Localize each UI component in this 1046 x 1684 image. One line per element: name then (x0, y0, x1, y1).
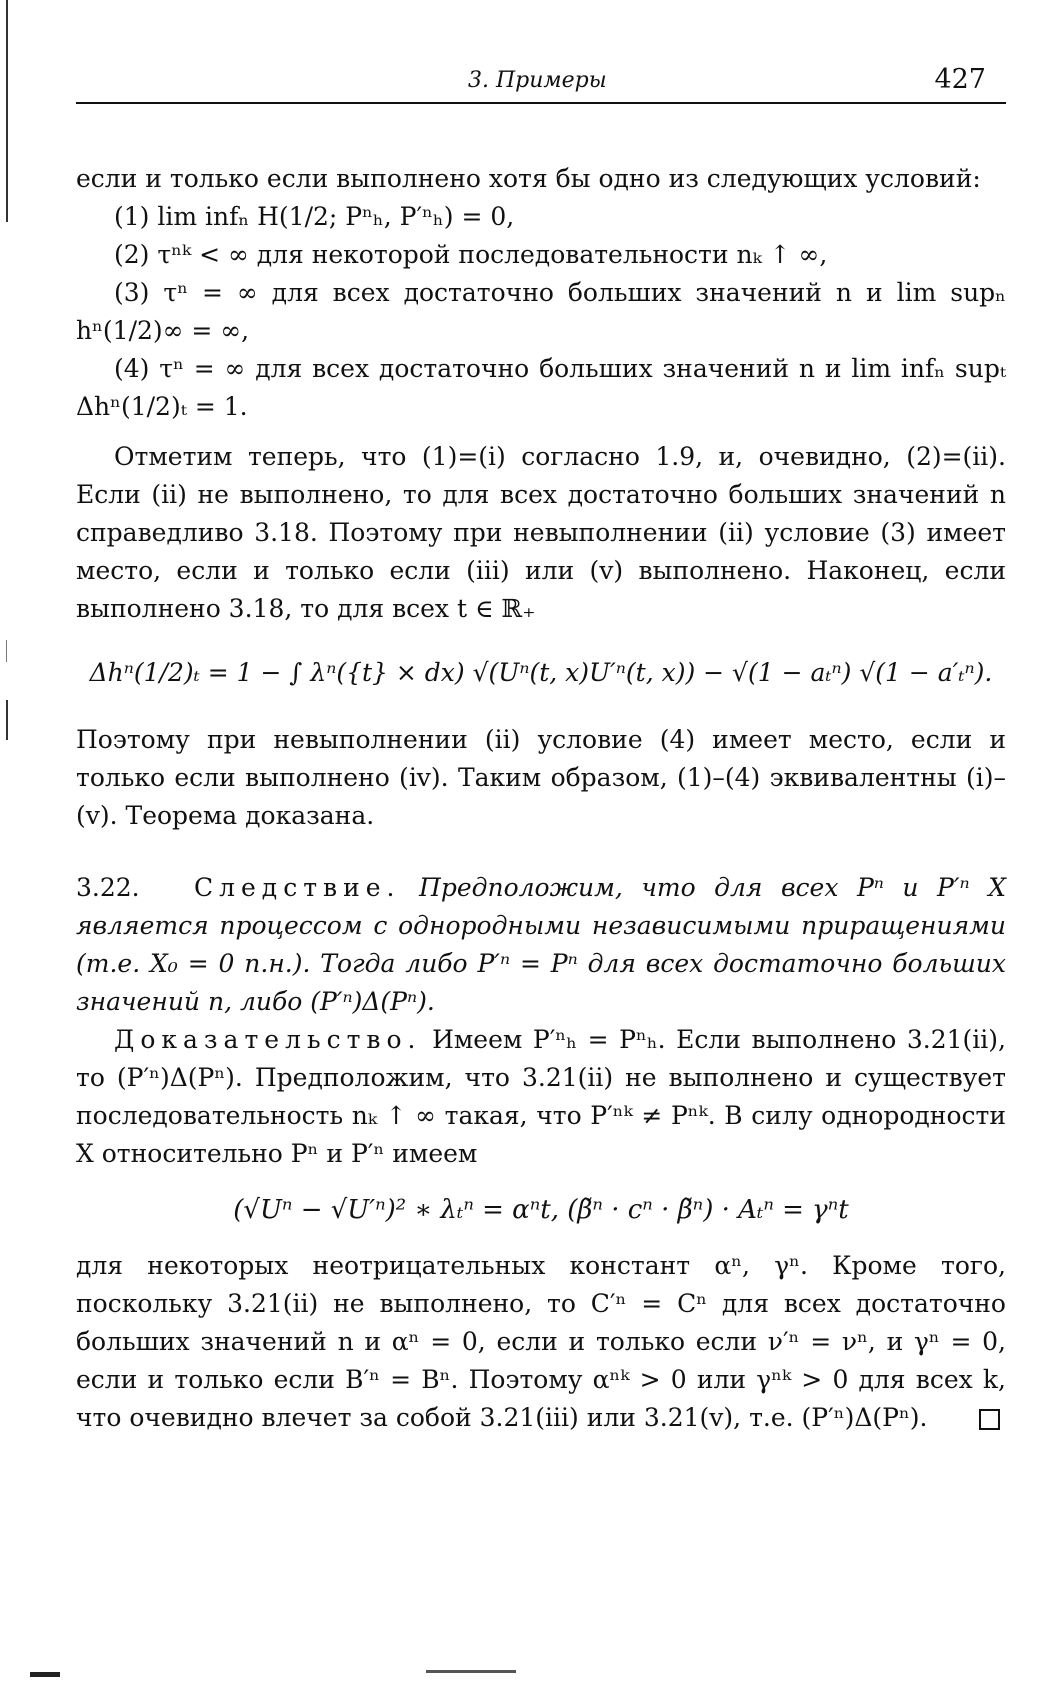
proof-conclusion (76, 1247, 1006, 1437)
scan-margin-mark (6, 0, 8, 222)
page-header (76, 62, 1006, 104)
scan-margin-mark (6, 700, 8, 740)
scan-smudge (30, 1672, 60, 1677)
qed-square-icon (979, 1409, 1000, 1430)
condition-4: (4) τⁿ = ∞ для всех достаточно больших значений n и lim infₙ supₜ Δhⁿ(1/2)ₜ = 1. (76, 354, 1006, 421)
paragraph-conclusion: Поэтому при невыполнении (ii) условие (4) имеет место, если и только если выполнено (iv). Таким образом, (1)–(4) эквивалентны (i)–(v). Теорема доказана. (76, 725, 1006, 830)
proof (76, 1021, 1006, 1173)
proof-text: Имеем P′ⁿₕ = Pⁿₕ. Если выполнено 3.21(ii), то (P′ⁿ)Δ(Pⁿ). Предположим, что 3.21(ii) не выполнено и существует последовательность nₖ ↑ ∞ такая, что P′ⁿᵏ ≠ Pⁿᵏ. В силу однородности X относительно Pⁿ и P′ⁿ имеем (76, 1025, 1006, 1168)
corollary-text: Предположим, что для всех Pⁿ и P′ⁿ X является процессом с однородными независимыми приращениями (т.е. X₀ = 0 п.н.). Тогда либо P′ⁿ = Pⁿ для всех достаточно больших значений n, либо (P′ⁿ)Δ(Pⁿ). (76, 873, 1006, 1016)
scan-smudge (426, 1670, 516, 1673)
condition-1: (1) lim infₙ H(1/2; Pⁿₕ, P′ⁿₕ) = 0, (114, 202, 515, 231)
paragraph-remark: Отметим теперь, что (1)=(i) согласно 1.9, и, очевидно, (2)=(ii). Если (ii) не выполнено, то для всех достаточно больших значений n справедливо 3.18. Поэтому при невыполнении (ii) условие (3) имеет место, если и только если (iii) или (v) выполнено. Наконец, если выполнено 3.18, то для всех t ∈ ℝ₊ (76, 442, 1006, 623)
running-head: 3. Примеры (468, 68, 607, 93)
condition-3: (3) τⁿ = ∞ для всех достаточно больших значений n и lim supₙ hⁿ(1/2)∞ = ∞, (76, 278, 1006, 345)
formula-increments: (√Uⁿ − √U′ⁿ)² ∗ λₜⁿ = αⁿt, (β̃ⁿ · cⁿ · β̃ⁿ) · Aₜⁿ = γⁿt (233, 1195, 849, 1225)
intro-text: если и только если выполнено хотя бы одно из следующих условий: (76, 164, 981, 193)
page-body (76, 160, 1006, 1437)
corollary (76, 869, 1006, 1021)
corollary-title: Следствие. (194, 873, 401, 902)
corollary-number: 3.22. (76, 873, 140, 902)
scan-margin-mark (6, 640, 7, 662)
condition-2: (2) τⁿᵏ < ∞ для некоторой последовательности nₖ ↑ ∞, (114, 240, 828, 269)
proof-title: Доказательство. (114, 1025, 422, 1054)
formula-delta-h: Δhⁿ(1/2)ₜ = 1 − ∫ λⁿ({t} × dx) √(Uⁿ(t, x)U′ⁿ(t, x)) − √(1 − aₜⁿ) √(1 − a′ₜⁿ). (89, 658, 993, 687)
page-number: 427 (934, 64, 986, 95)
proof-conclusion-text: для некоторых неотрицательных констант αⁿ, γⁿ. Кроме того, поскольку 3.21(ii) не выполнено, то C′ⁿ = Cⁿ для всех достаточно больших значений n и αⁿ = 0, если и только если ν′ⁿ = νⁿ, и γⁿ = 0, если и только если B′ⁿ = Bⁿ. Поэтому αⁿᵏ > 0 или γⁿᵏ > 0 для всех k, что очевидно влечет за собой 3.21(iii) или 3.21(v), т.е. (P′ⁿ)Δ(Pⁿ). (76, 1251, 1006, 1432)
